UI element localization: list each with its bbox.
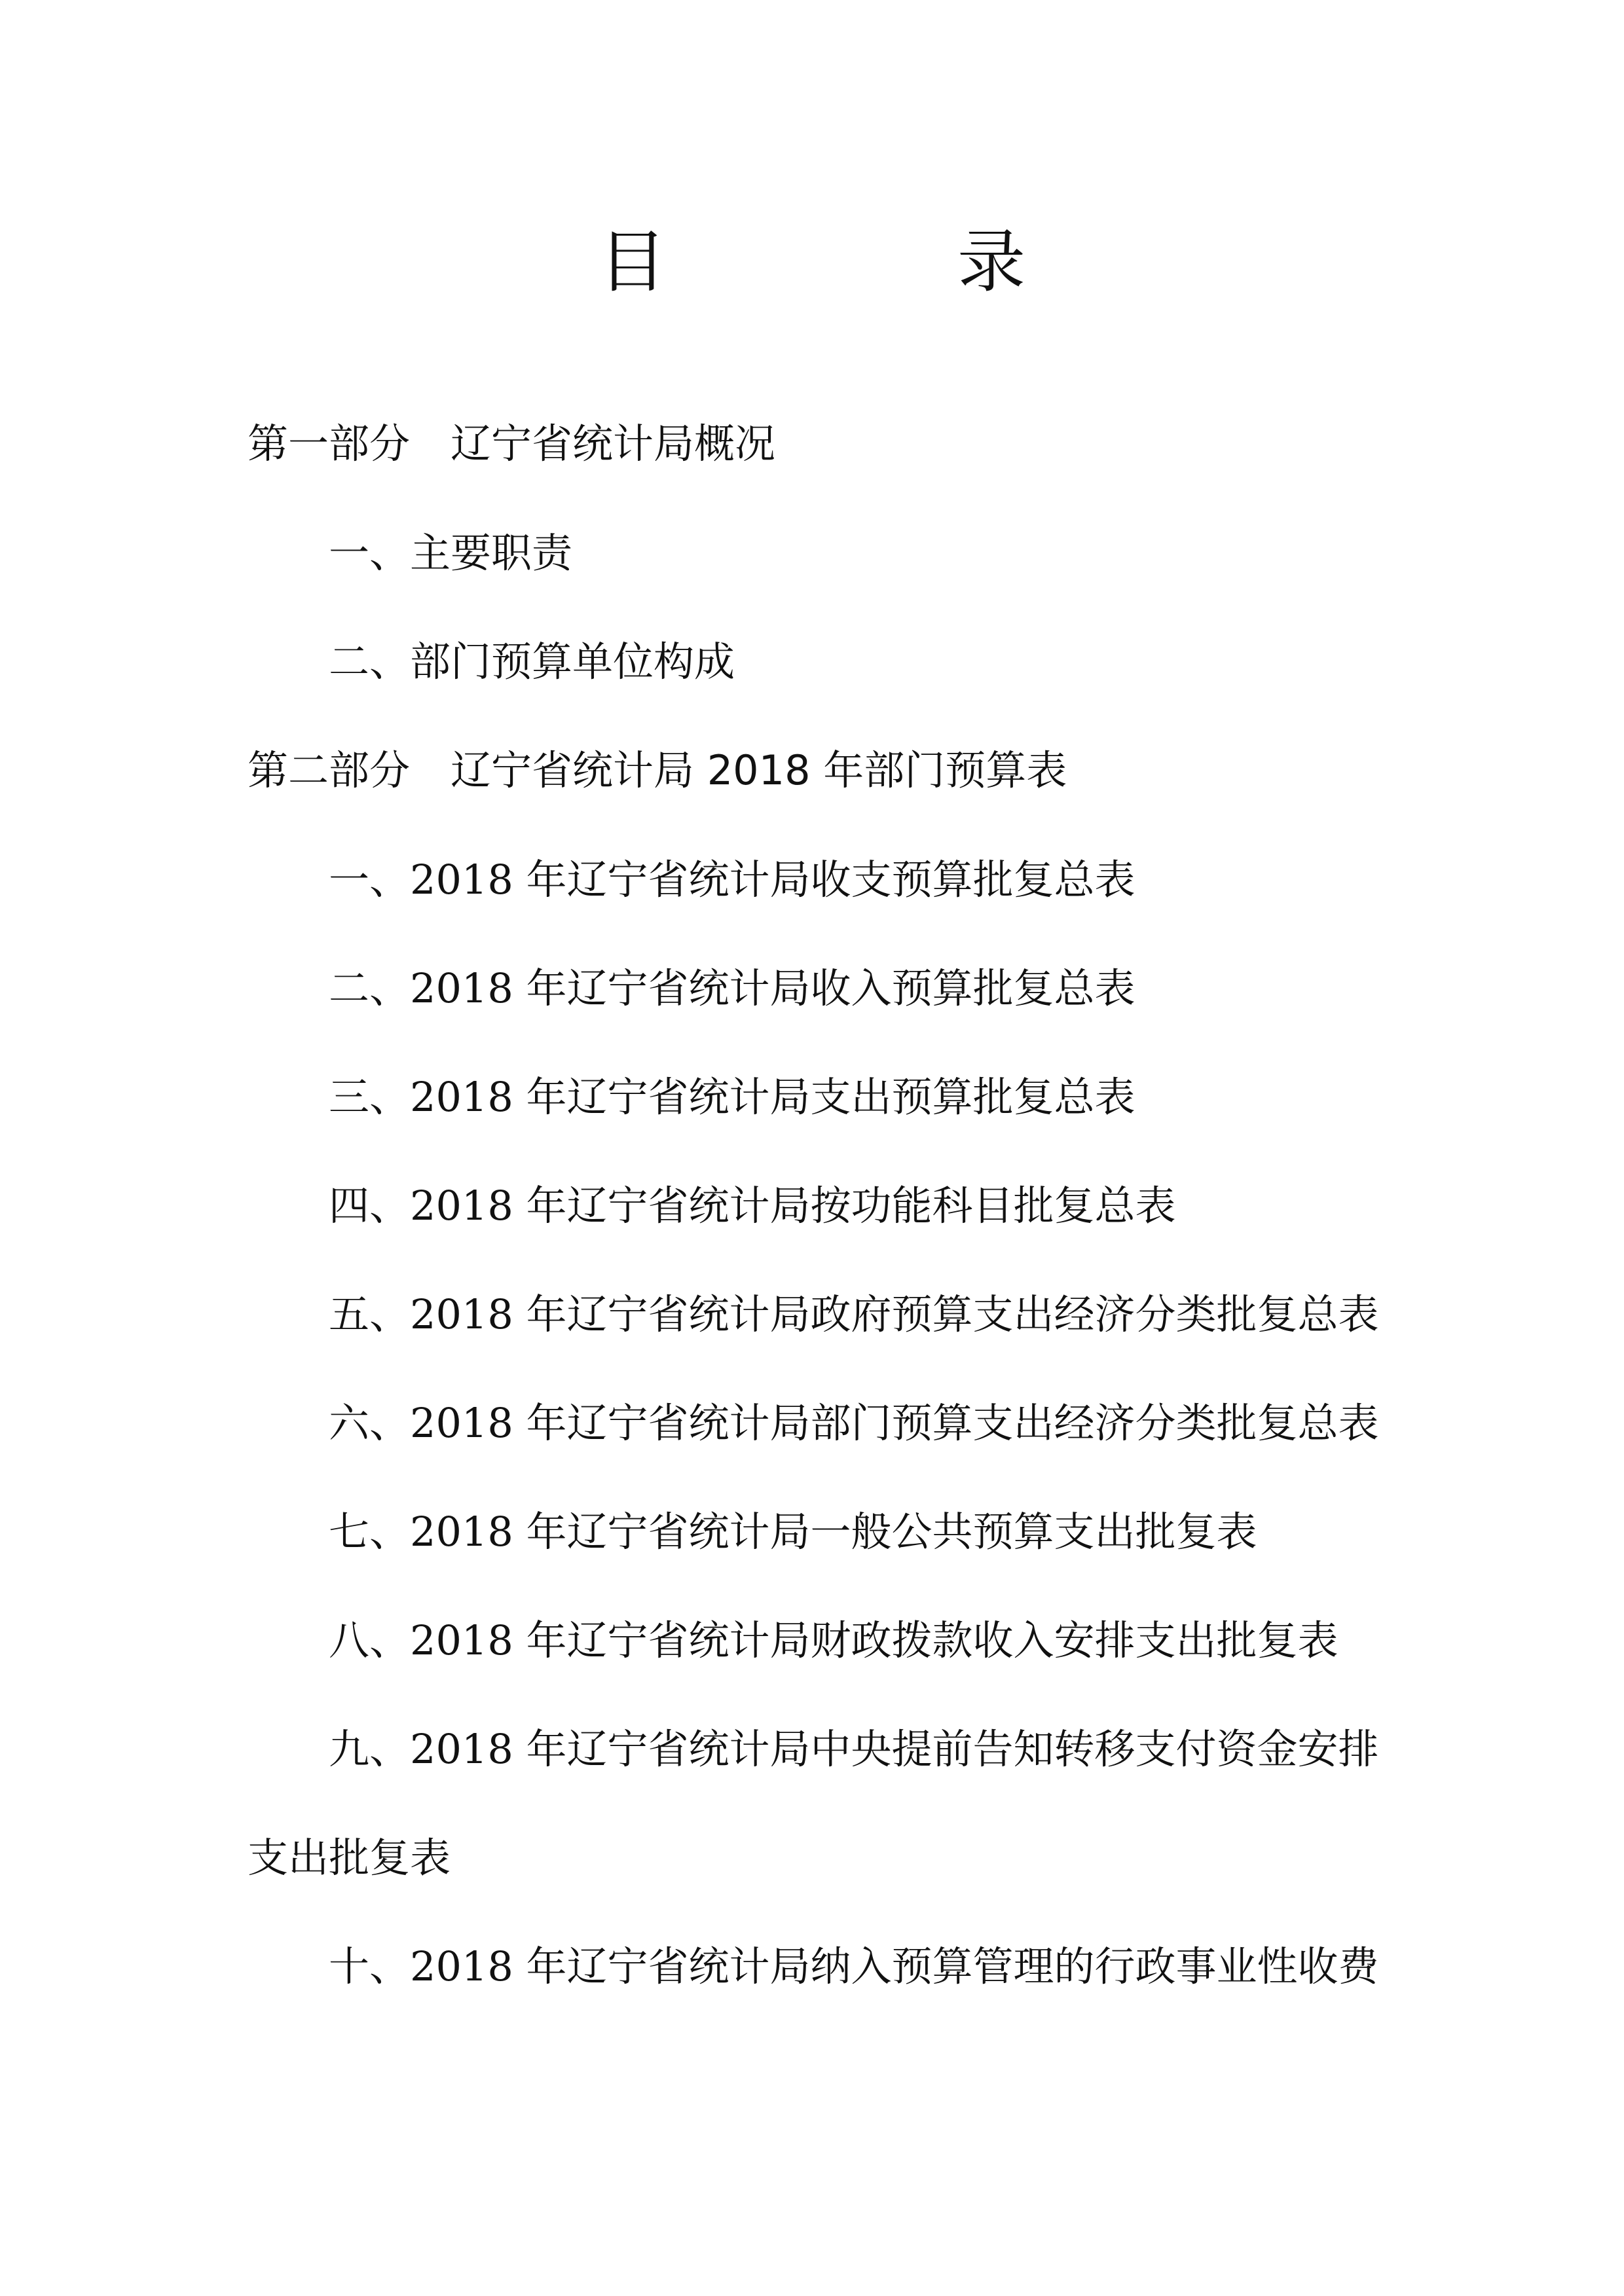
toc-item: 九、2018 年辽宁省统计局中央提前告知转移支付资金安排 (329, 1725, 1379, 1773)
toc-item: 一、主要职责 (329, 529, 573, 577)
toc-item: 二、部门预算单位构成 (329, 638, 735, 685)
part-name: 辽宁省统计局概况 (451, 420, 776, 467)
toc-item: 四、2018 年辽宁省统计局按功能科目批复总表 (329, 1182, 1176, 1230)
toc-item: 六、2018 年辽宁省统计局部门预算支出经济分类批复总表 (329, 1399, 1379, 1447)
toc-item: 五、2018 年辽宁省统计局政府预算支出经济分类批复总表 (329, 1290, 1379, 1338)
toc-item: 八、2018 年辽宁省统计局财政拨款收入安排支出批复表 (329, 1616, 1338, 1664)
part-name: 辽宁省统计局 2018 年部门预算表 (451, 746, 1067, 794)
part-label: 第一部分 (248, 420, 411, 467)
toc-item: 七、2018 年辽宁省统计局一般公共预算支出批复表 (329, 1508, 1257, 1556)
part-heading-2 (248, 744, 1067, 797)
part-label: 第二部分 (248, 746, 411, 794)
page-title: 目 录 (598, 222, 1137, 302)
toc-item-continuation: 支出批复表 (248, 1834, 451, 1882)
toc-item: 三、2018 年辽宁省统计局支出预算批复总表 (329, 1073, 1135, 1121)
toc-item: 一、2018 年辽宁省统计局收支预算批复总表 (329, 856, 1135, 903)
toc-item: 十、2018 年辽宁省统计局纳入预算管理的行政事业性收费 (329, 1942, 1379, 1990)
part-heading-1 (248, 418, 775, 470)
toc-item: 二、2018 年辽宁省统计局收入预算批复总表 (329, 964, 1135, 1012)
